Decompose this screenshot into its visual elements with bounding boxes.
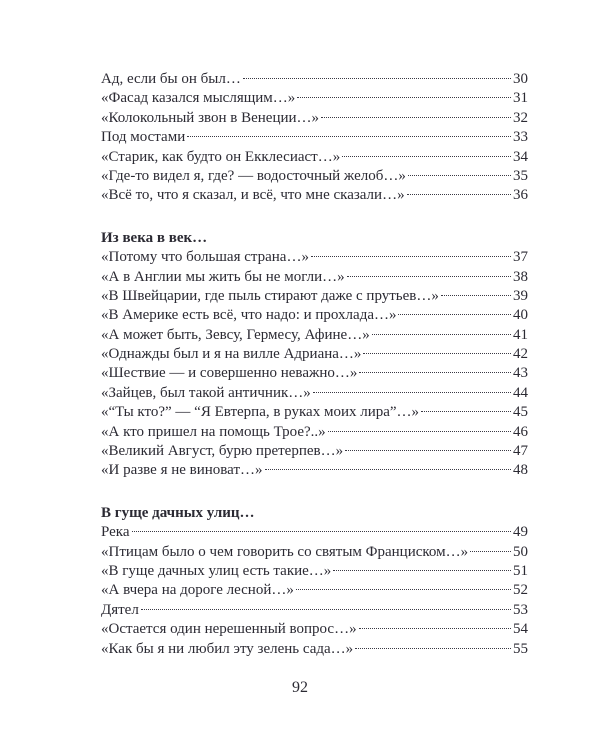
entry-title: Ад, если бы он был…	[101, 71, 241, 87]
entry-page-number: 43	[513, 365, 528, 382]
toc-entry	[101, 620, 528, 639]
dot-leader	[470, 551, 511, 552]
entry-page-number: 47	[513, 443, 528, 460]
dot-leader	[297, 97, 511, 98]
entry-title: «Однажды был и я на вилле Адриана…»	[101, 346, 362, 363]
dot-leader	[372, 334, 511, 335]
toc-entry	[101, 523, 528, 542]
dot-leader	[187, 136, 511, 137]
toc-entry	[101, 109, 528, 128]
entry-page-number: 39	[513, 287, 528, 304]
dot-leader	[311, 256, 511, 257]
toc-entry	[101, 89, 528, 108]
entry-title: «Старик, как будто он Екклесиаст…»	[101, 148, 341, 165]
entry-page-number: 48	[513, 462, 528, 479]
entry-page-number: 51	[513, 562, 528, 579]
toc-section-iz-veka-v-vek	[101, 229, 528, 481]
entry-page-number: 42	[513, 346, 528, 363]
entry-page-number: 41	[513, 326, 528, 343]
dot-leader	[398, 314, 511, 315]
entry-title: «Фасад казался мыслящим…»	[101, 90, 296, 107]
dot-leader	[141, 609, 511, 610]
entry-title: «Где-то видел я, где? — водосточный желоб…»	[101, 167, 406, 184]
entry-title: «В гуще дачных улиц есть такие…»	[101, 562, 332, 579]
entry-title: «Зайцев, был такой античник…»	[101, 384, 311, 401]
dot-leader	[342, 156, 511, 157]
entry-title: «Птицам было о чем говорить со святым Франциском…»	[101, 543, 469, 560]
dot-leader	[345, 450, 511, 451]
entry-title: «Шествие — и совершенно неважно…»	[101, 365, 358, 382]
entry-page-number: 30	[513, 71, 528, 87]
entry-page-number: 45	[513, 404, 528, 421]
toc-entry	[101, 581, 528, 600]
toc-entry	[101, 423, 528, 442]
entry-page-number: 53	[513, 601, 528, 618]
toc-entry	[101, 306, 528, 325]
dot-leader	[359, 628, 511, 629]
entry-page-number: 38	[513, 268, 528, 285]
entry-page-number: 31	[513, 90, 528, 107]
toc-section-continued	[101, 70, 528, 206]
dot-leader	[347, 276, 511, 277]
section-heading: Из века в век…	[101, 229, 208, 246]
entry-title: Река	[101, 524, 130, 541]
entry-page-number: 35	[513, 167, 528, 184]
entry-title: «А вчера на дороге лесной…»	[101, 582, 294, 599]
toc-entry	[101, 70, 528, 89]
dot-leader	[441, 295, 511, 296]
entry-page-number: 44	[513, 384, 528, 401]
dot-leader	[296, 589, 511, 590]
toc-entry	[101, 248, 528, 267]
entry-page-number: 50	[513, 543, 528, 560]
entry-title: «Великий Август, бурю претерпев…»	[101, 443, 344, 460]
entry-page-number: 33	[513, 129, 528, 146]
dot-leader	[328, 431, 511, 432]
entry-title: Под мостами	[101, 129, 186, 146]
entry-title: «Как бы я ни любил эту зелень сада…»	[101, 640, 354, 657]
entry-page-number: 37	[513, 249, 528, 266]
entry-title: «А в Англии мы жить бы не могли…»	[101, 268, 345, 285]
toc-section-v-gushche-dachnykh-ulits	[101, 504, 528, 659]
dot-leader	[355, 648, 511, 649]
entry-title: «Остается один нерешенный вопрос…»	[101, 621, 357, 638]
table-of-contents	[101, 70, 528, 682]
dot-leader	[265, 469, 512, 470]
entry-title: «А может быть, Зевсу, Гермесу, Афине…»	[101, 326, 370, 343]
entry-title: «Колокольный звон в Венеции…»	[101, 109, 320, 126]
entry-page-number: 55	[513, 640, 528, 657]
toc-entry	[101, 148, 528, 167]
entry-title: «И разве я не виноват…»	[101, 462, 263, 479]
entry-page-number: 32	[513, 109, 528, 126]
entry-page-number: 34	[513, 148, 528, 165]
entry-title: «“Ты кто?” — “Я Евтерпа, в руках моих лира”…»	[101, 404, 420, 421]
dot-leader	[363, 353, 511, 354]
entry-page-number: 46	[513, 423, 528, 440]
dot-leader	[333, 570, 511, 571]
toc-entry	[101, 128, 528, 147]
toc-entry	[101, 461, 528, 480]
toc-entry	[101, 384, 528, 403]
entry-title: Дятел	[101, 601, 139, 618]
entry-title: «В Америке есть всё, что надо: и прохлада…»	[101, 307, 397, 324]
entry-page-number: 36	[513, 187, 528, 204]
dot-leader	[407, 194, 511, 195]
toc-entry	[101, 562, 528, 581]
page-number: 92	[292, 679, 308, 696]
entry-title: «Потому что большая страна…»	[101, 249, 309, 266]
toc-entry	[101, 268, 528, 287]
dot-leader	[132, 531, 511, 532]
dot-leader	[421, 411, 511, 412]
toc-entry	[101, 326, 528, 345]
entry-title: «В Швейцарии, где пыль стирают даже с прутьев…»	[101, 287, 439, 304]
dot-leader	[359, 372, 511, 373]
dot-leader	[321, 117, 511, 118]
dot-leader	[243, 78, 511, 79]
entry-page-number: 40	[513, 307, 528, 324]
entry-page-number: 54	[513, 621, 528, 638]
toc-entry	[101, 442, 528, 461]
toc-entry	[101, 403, 528, 422]
entry-page-number: 52	[513, 582, 528, 599]
toc-entry	[101, 345, 528, 364]
dot-leader	[408, 175, 511, 176]
entry-title: «А кто пришел на помощь Трое?..»	[101, 423, 326, 440]
toc-entry	[101, 186, 528, 205]
entry-page-number: 49	[513, 524, 528, 541]
entry-title: «Всё то, что я сказал, и всё, что мне сказали…»	[101, 187, 405, 204]
toc-entry	[101, 167, 528, 186]
toc-entry	[101, 543, 528, 562]
section-heading: В гуще дачных улиц…	[101, 504, 255, 521]
dot-leader	[313, 392, 511, 393]
toc-entry	[101, 364, 528, 383]
toc-entry	[101, 640, 528, 659]
toc-entry	[101, 601, 528, 620]
toc-entry	[101, 287, 528, 306]
